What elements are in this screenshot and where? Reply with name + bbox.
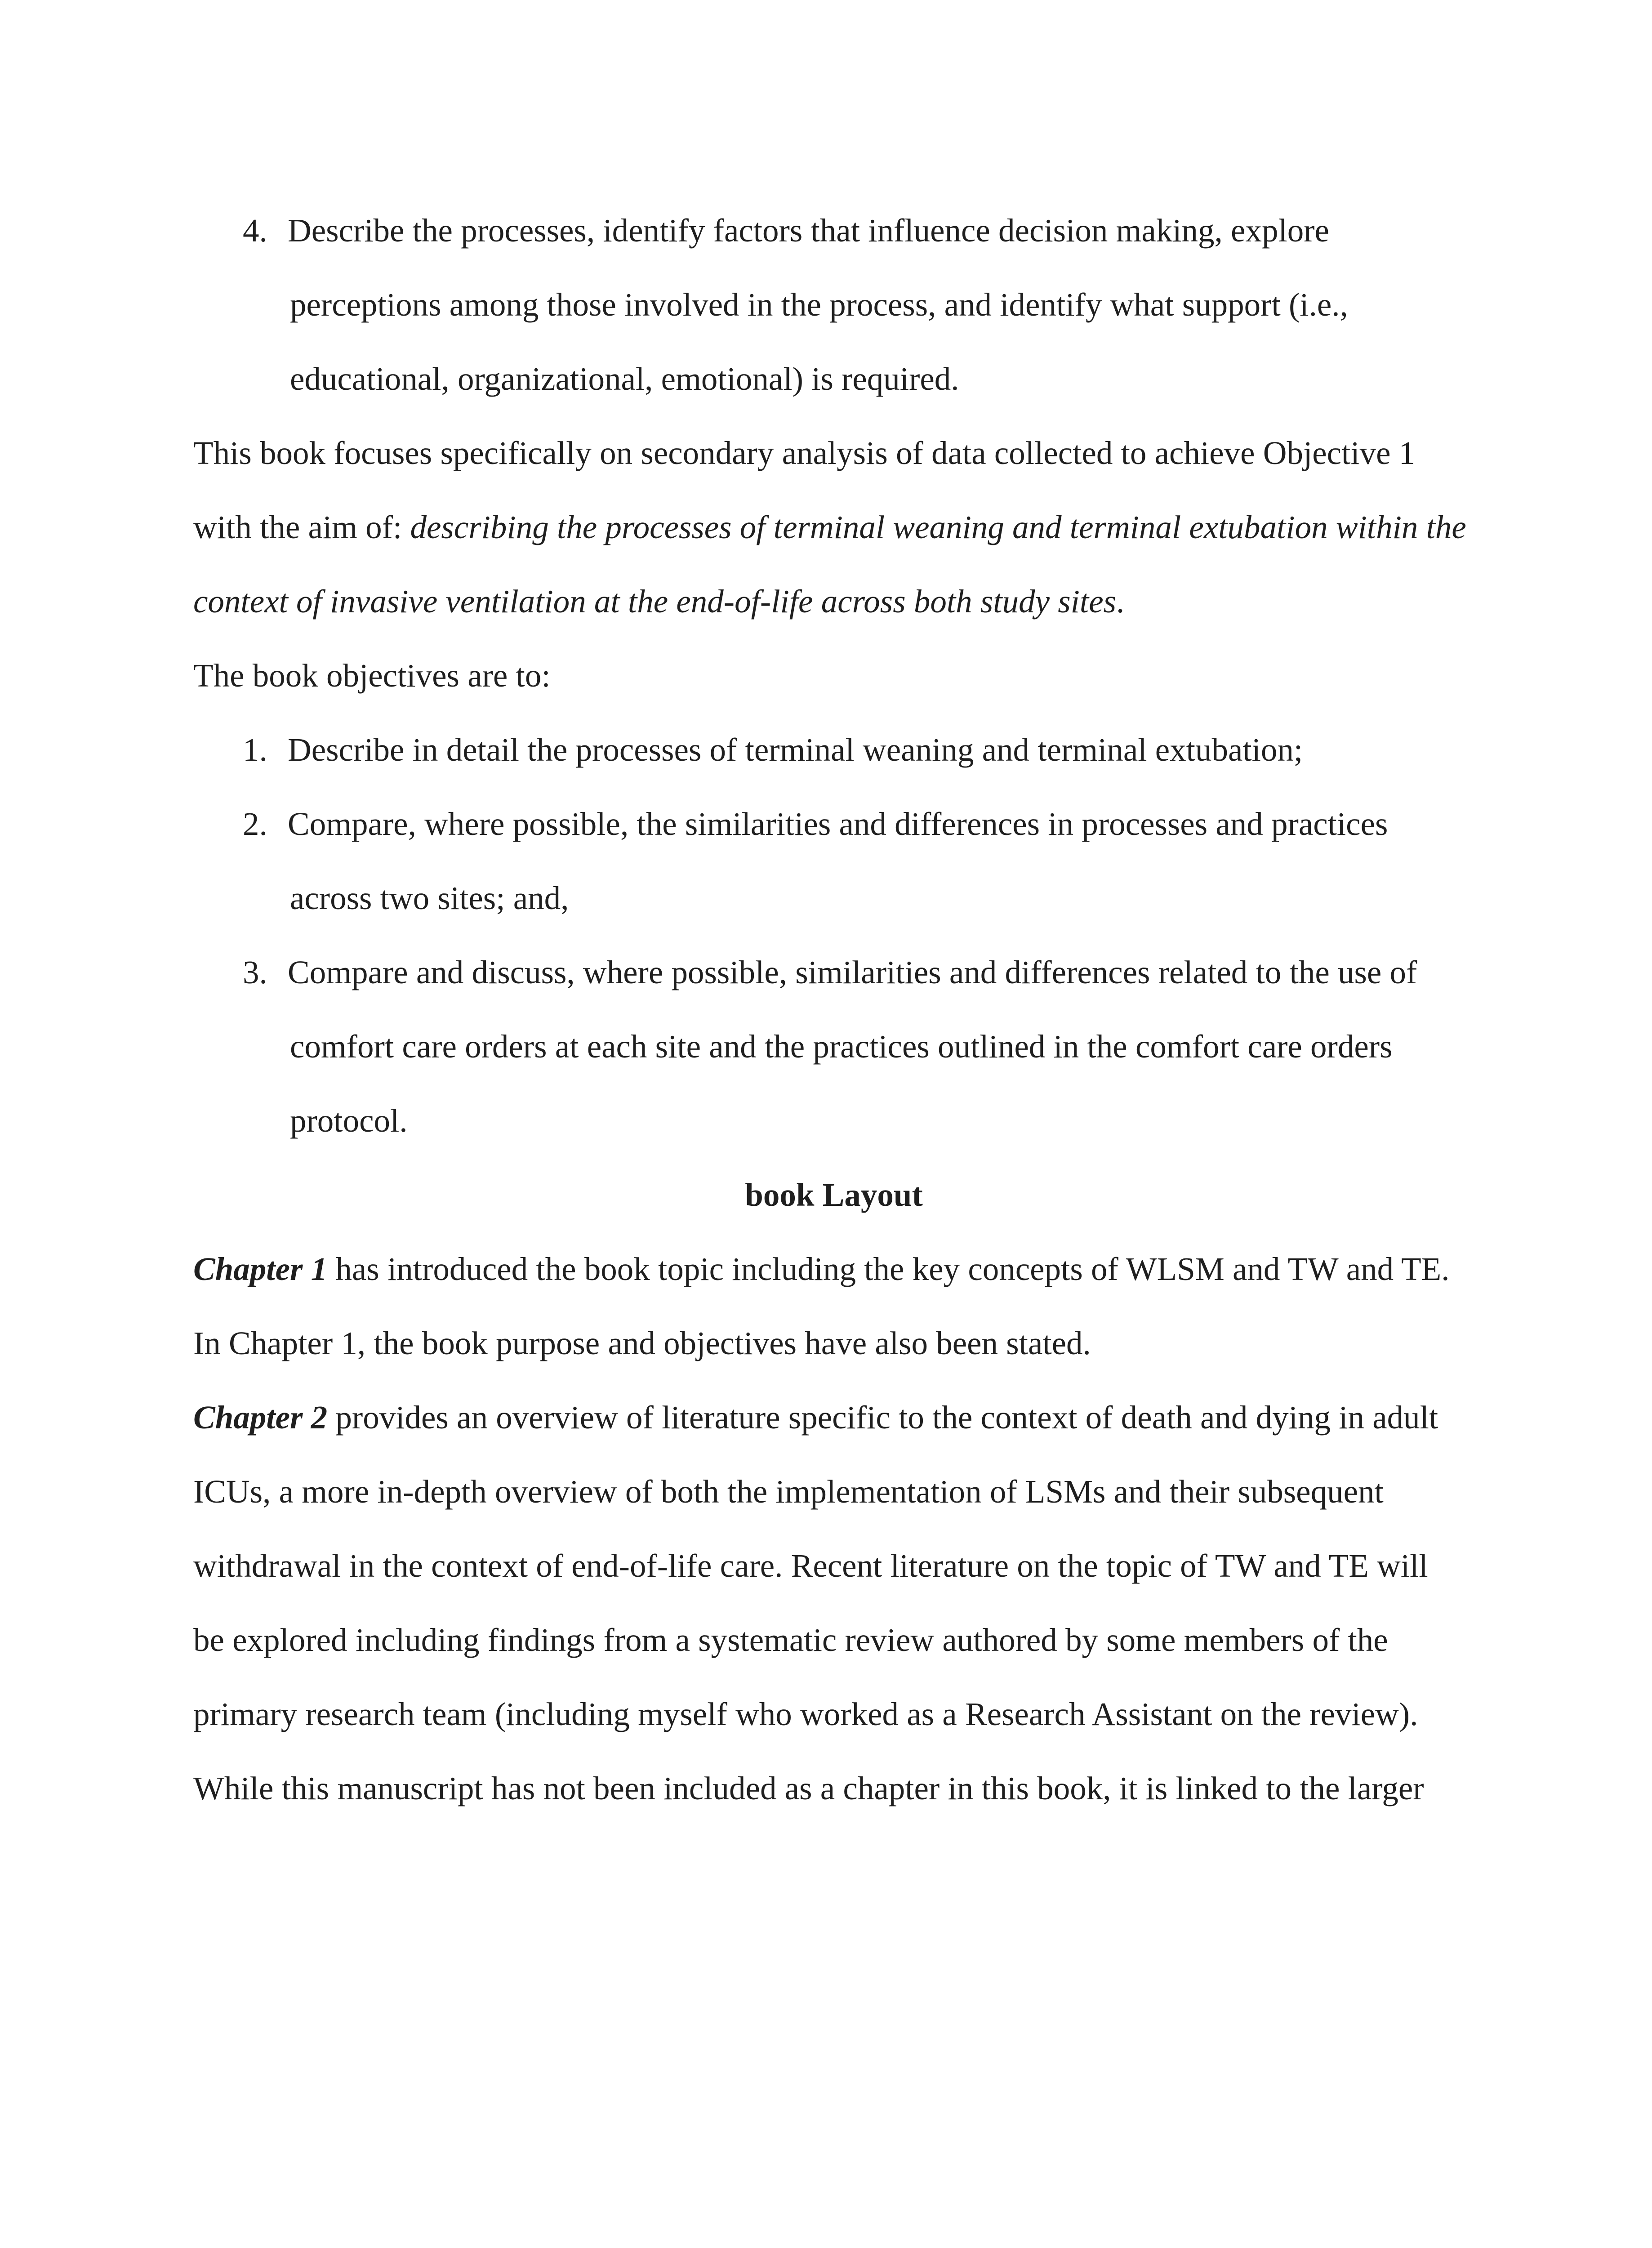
focus-paragraph-line-3 bbox=[193, 564, 1474, 638]
chapter-2-text-1: provides an overview of literature specific to the context of death and dying in adult bbox=[327, 1399, 1438, 1436]
list-item-4-number: 4. bbox=[243, 212, 267, 249]
objective-1-line-1 bbox=[193, 713, 1474, 787]
chapter-2-label: Chapter 2 bbox=[193, 1399, 328, 1436]
objective-2-text-1: Compare, where possible, the similarities and differences in processes and practices bbox=[288, 806, 1388, 842]
chapter-2-line-6 bbox=[193, 1751, 1474, 1825]
chapter-1-label: Chapter 1 bbox=[193, 1251, 328, 1287]
page-body bbox=[193, 193, 1474, 1825]
chapter-2-text-2: ICUs, a more in-depth overview of both the implementation of LSMs and their subsequent bbox=[193, 1473, 1384, 1510]
objective-3-text-2: comfort care orders at each site and the practices outlined in the comfort care orders bbox=[290, 1028, 1393, 1065]
section-heading bbox=[193, 1158, 1474, 1232]
objective-1-number: 1. bbox=[243, 731, 267, 768]
objective-3-line-3 bbox=[193, 1084, 1474, 1158]
objective-3-number: 3. bbox=[243, 954, 267, 990]
chapter-2-line-2 bbox=[193, 1454, 1474, 1529]
chapter-1-text-1: has introduced the book topic including the key concepts of WLSM and TW and TE. bbox=[327, 1251, 1450, 1287]
list-item-4-text-1: Describe the processes, identify factors that influence decision making, explore bbox=[288, 212, 1329, 249]
objective-3-text-1: Compare and discuss, where possible, similarities and differences related to the use of bbox=[288, 954, 1417, 990]
focus-paragraph-line-2 bbox=[193, 490, 1474, 564]
objective-2-number: 2. bbox=[243, 806, 267, 842]
list-item-4-line-3 bbox=[193, 342, 1474, 416]
objective-2-line-2 bbox=[193, 861, 1474, 935]
section-heading-text: book Layout bbox=[745, 1177, 923, 1213]
focus-paragraph-prefix: with the aim of: bbox=[193, 509, 410, 545]
chapter-1-line-2 bbox=[193, 1306, 1474, 1380]
objective-2-text-2: across two sites; and, bbox=[290, 880, 569, 916]
focus-paragraph-suffix: . bbox=[1116, 583, 1125, 620]
chapter-1-line-1 bbox=[193, 1232, 1474, 1306]
objective-1-text-1: Describe in detail the processes of terminal weaning and terminal extubation; bbox=[288, 731, 1303, 768]
objective-3-text-3: protocol. bbox=[290, 1102, 408, 1139]
focus-paragraph-text-1: This book focuses specifically on secondary analysis of data collected to achieve Objective 1 bbox=[193, 435, 1416, 471]
chapter-2-text-4: be explored including findings from a systematic review authored by some members of the bbox=[193, 1622, 1388, 1658]
objectives-intro-text: The book objectives are to: bbox=[193, 657, 551, 694]
focus-paragraph-italic-2: context of invasive ventilation at the end-of-life across both study sites bbox=[193, 583, 1117, 620]
chapter-2-text-6: While this manuscript has not been included as a chapter in this book, it is linked to the larger bbox=[193, 1770, 1424, 1806]
list-item-4-line-2 bbox=[193, 268, 1474, 342]
list-item-4-line-1 bbox=[193, 193, 1474, 268]
objective-3-line-1 bbox=[193, 935, 1474, 1009]
chapter-2-line-1 bbox=[193, 1380, 1474, 1454]
focus-paragraph-line-1 bbox=[193, 416, 1474, 490]
objectives-intro bbox=[193, 638, 1474, 713]
objective-3-line-2 bbox=[193, 1009, 1474, 1084]
chapter-1-text-2: In Chapter 1, the book purpose and objectives have also been stated. bbox=[193, 1325, 1091, 1361]
chapter-2-text-5: primary research team (including myself who worked as a Research Assistant on the review). bbox=[193, 1696, 1418, 1732]
objective-2-line-1 bbox=[193, 787, 1474, 861]
chapter-2-line-5 bbox=[193, 1677, 1474, 1751]
chapter-2-line-4 bbox=[193, 1603, 1474, 1677]
list-item-4-text-3: educational, organizational, emotional) is required. bbox=[290, 361, 959, 397]
chapter-2-text-3: withdrawal in the context of end-of-life care. Recent literature on the topic of TW and TE will bbox=[193, 1548, 1428, 1584]
focus-paragraph-italic-1: describing the processes of terminal weaning and terminal extubation within the bbox=[410, 509, 1466, 545]
list-item-4-text-2: perceptions among those involved in the process, and identify what support (i.e., bbox=[290, 286, 1348, 323]
chapter-2-line-3 bbox=[193, 1529, 1474, 1603]
